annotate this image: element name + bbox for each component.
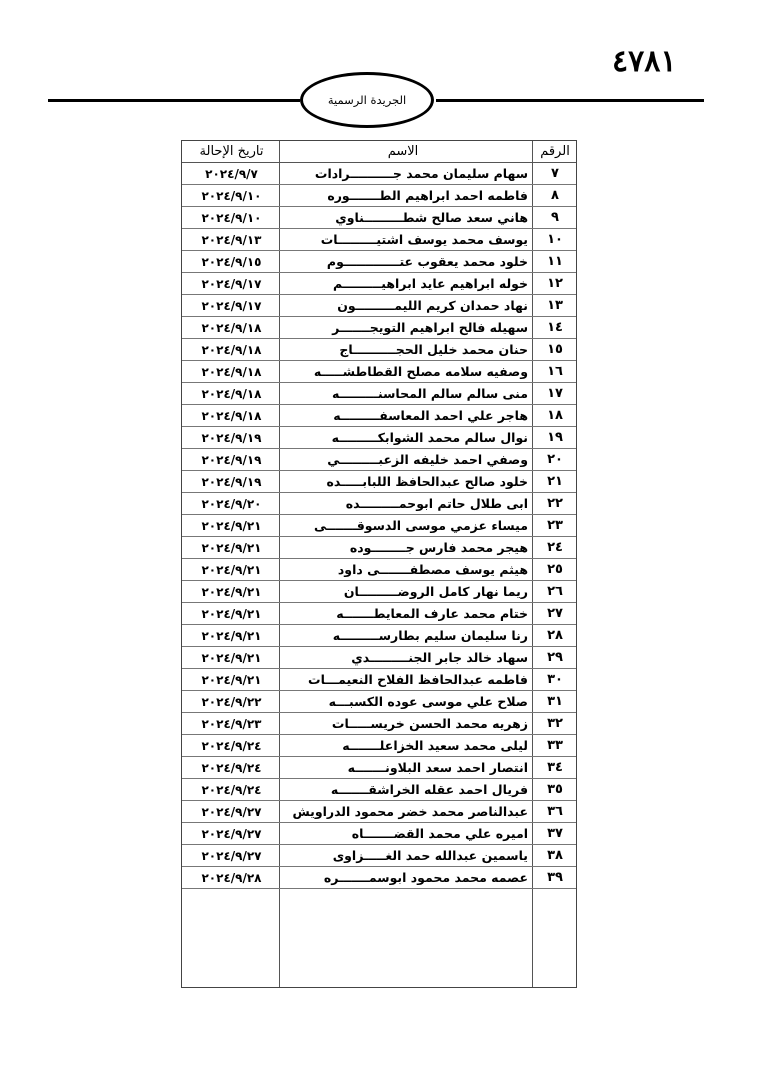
table-row [182,735,576,757]
row-date: ٢٠٢٤/٩/٢١ [201,673,262,687]
row-name: هاني سعد صالح شطـــــــــناوي [335,210,528,225]
row-number: ٢٧ [547,606,563,621]
table-row [182,295,576,317]
row-name: عبدالناصر محمد خضر محمود الدراويش [292,804,528,819]
table-row [182,229,576,251]
row-number: ١٣ [547,298,563,313]
row-number: ١٤ [547,320,563,335]
row-date: ٢٠٢٤/٩/٢٧ [201,805,262,819]
row-date: ٢٠٢٤/٩/٢٨ [201,871,262,885]
column-header-number: الرقم [540,144,570,159]
row-number: ٣٣ [547,738,563,753]
row-name: خوله ابراهيم عايد ابراهيـــــــــم [333,276,528,291]
row-name: خلود محمد يعقوب عتـــــــــــــوم [326,254,528,269]
row-name: سهيله فالح ابراهيم التويجـــــــر [332,320,528,335]
row-name: انتصار احمد سعد البلاونـــــــه [347,760,528,775]
table-row [182,383,576,405]
table-header-row [182,141,576,163]
row-number: ٣١ [547,694,563,709]
table-row [182,559,576,581]
row-number: ٣٤ [547,760,563,775]
row-number: ٢١ [547,474,563,489]
row-date: ٢٠٢٤/٩/٢٢ [201,695,262,709]
row-number: ٣٠ [547,672,563,687]
row-name: سهام سليمان محمد جــــــــــرادات [314,166,528,181]
row-date: ٢٠٢٤/٩/٢١ [201,585,262,599]
row-date: ٢٠٢٤/٩/٢١ [201,541,262,555]
row-number: ٣٧ [547,826,563,841]
table-row [182,691,576,713]
row-number: ٢٩ [547,650,563,665]
row-number: ١٩ [547,430,563,445]
row-date: ٢٠٢٤/٩/٢١ [201,519,262,533]
row-name: ريما نهار كامل الروضـــــــــان [343,584,528,599]
table-row [182,471,576,493]
row-date: ٢٠٢٤/٩/٢٣ [201,717,262,731]
row-number: ١٥ [547,342,563,357]
header-rule-left [48,99,300,102]
row-date: ٢٠٢٤/٩/٢٧ [201,827,262,841]
row-date: ٢٠٢٤/٩/١٧ [201,299,262,313]
row-name: فريال احمد عقله الخراشقـــــــه [330,782,528,797]
column-header-name: الاسم [387,144,419,159]
table-row [182,867,576,889]
row-number: ٢٦ [547,584,563,599]
row-number: ١١ [547,254,563,269]
table-row [182,361,576,383]
row-name: ختام محمد عارف المعايطـــــــه [336,606,528,621]
referrals-table [181,140,577,988]
row-number: ٣٨ [547,848,563,863]
row-name: وصفيه سلامه مصلح القطاطشـــــه [313,364,528,379]
table-row [182,537,576,559]
row-date: ٢٠٢٤/٩/٢٧ [201,849,262,863]
row-date: ٢٠٢٤/٩/١٨ [201,343,262,357]
row-date: ٢٠٢٤/٩/١٩ [201,431,262,445]
row-number: ١٢ [547,276,563,291]
row-name: هيجر محمد فارس جــــــــوده [349,540,528,555]
row-name: رنا سليمان سليم بطارســـــــــه [332,628,528,643]
row-name: نهاد حمدان كريم الليمـــــــــون [337,298,528,313]
row-date: ٢٠٢٤/٩/١٩ [201,475,262,489]
row-number: ٢٨ [547,628,563,643]
row-number: ٢٠ [547,452,563,467]
table-row [182,603,576,625]
row-name: ليلى محمد سعيد الخزاعلـــــــه [342,738,528,753]
row-name: ابى طلال حاتم ابوحمـــــــــده [345,496,528,511]
row-number: ٨ [551,188,559,203]
table-row [182,163,576,185]
row-date: ٢٠٢٤/٩/١٣ [201,233,262,247]
row-date: ٢٠٢٤/٩/٢١ [201,629,262,643]
row-name: اميره علي محمد القضـــــــاه [351,826,528,841]
row-number: ١٨ [547,408,563,423]
row-name: نوال سالم محمد الشوابكـــــــــه [331,430,528,445]
row-name: ياسمين عبدالله حمد الغـــــزاوى [332,848,528,863]
row-date: ٢٠٢٤/٩/٧ [205,167,258,181]
table-row [182,317,576,339]
table-row [182,493,576,515]
table-row [182,515,576,537]
row-date: ٢٠٢٤/٩/١٠ [201,189,262,203]
row-date: ٢٠٢٤/٩/١٠ [201,211,262,225]
row-name: زهريه محمد الحسن خريســـــات [331,716,528,731]
table-row [182,779,576,801]
table-row [182,449,576,471]
row-number: ٣٦ [547,804,563,819]
row-date: ٢٠٢٤/٩/١٧ [201,277,262,291]
row-name: سهاد خالد جابر الجنـــــــــدي [351,650,528,665]
table-row [182,251,576,273]
row-name: ميساء عزمي موسى الدسوقـــــــى [314,518,528,533]
table-row [182,427,576,449]
row-number: ٣٩ [547,870,563,885]
row-number: ١٦ [547,364,563,379]
row-number: ٢٢ [547,496,563,511]
row-name: هاجر علي احمد المعاسفـــــــــه [333,408,528,423]
row-number: ٧ [551,166,559,181]
row-number: ٩ [551,210,559,225]
row-date: ٢٠٢٤/٩/٢١ [201,651,262,665]
row-date: ٢٠٢٤/٩/٢١ [201,607,262,621]
table-row [182,669,576,691]
table-row [182,713,576,735]
row-name: صلاح علي موسى عوده الكسبـــه [328,694,528,709]
page-number: ٤٧٨١ [612,44,677,79]
table-row [182,647,576,669]
table-row [182,757,576,779]
row-date: ٢٠٢٤/٩/٢٠ [201,497,262,511]
row-date: ٢٠٢٤/٩/١٥ [201,255,262,269]
row-date: ٢٠٢٤/٩/١٨ [201,365,262,379]
table-row [182,625,576,647]
row-name: منى سالم سالم المحاسنـــــــــه [332,386,528,401]
row-name: حنان محمد خليل الحجــــــــــاج [339,342,528,357]
row-date: ٢٠٢٤/٩/١٨ [201,409,262,423]
row-name: هيثم يوسف مصطفـــــــى داود [337,562,528,577]
column-header-date: تاريخ الإحالة [199,144,264,159]
row-date: ٢٠٢٤/٩/٢٤ [201,739,262,753]
row-number: ١٧ [547,386,563,401]
row-name: فاطمه عبدالحافظ الفلاح النعيمـــات [308,672,528,687]
table-row [182,823,576,845]
header-rule-right [436,99,704,102]
table-row [182,405,576,427]
row-date: ٢٠٢٤/٩/٢٤ [201,761,262,775]
row-number: ٣٥ [547,782,563,797]
row-date: ٢٠٢٤/٩/٢١ [201,563,262,577]
row-date: ٢٠٢٤/٩/٢٤ [201,783,262,797]
table-row [182,801,576,823]
row-name: يوسف محمد يوسف اشتيـــــــــات [320,232,528,247]
row-date: ٢٠٢٤/٩/١٨ [201,321,262,335]
row-date: ٢٠٢٤/٩/١٨ [201,387,262,401]
row-number: ٢٥ [547,562,563,577]
gazette-title: الجريدة الرسمية [327,93,407,107]
table-row [182,185,576,207]
row-date: ٢٠٢٤/٩/١٩ [201,453,262,467]
table-row [182,339,576,361]
gazette-title-oval [300,72,434,128]
table-row [182,273,576,295]
row-number: ١٠ [547,232,563,247]
row-name: وصفي احمد خليفه الزعبـــــــــي [327,452,528,467]
row-name: فاطمه احمد ابراهيم الطـــــــوره [327,188,528,203]
row-number: ٢٤ [547,540,563,555]
row-name: عصمه محمد محمود ابوسمـــــــره [323,870,528,885]
row-number: ٢٣ [547,518,563,533]
row-name: خلود صالح عبدالحافظ اللبابـــــده [326,474,528,489]
row-number: ٣٢ [547,716,563,731]
table-row [182,207,576,229]
table-row [182,581,576,603]
table-row [182,845,576,867]
